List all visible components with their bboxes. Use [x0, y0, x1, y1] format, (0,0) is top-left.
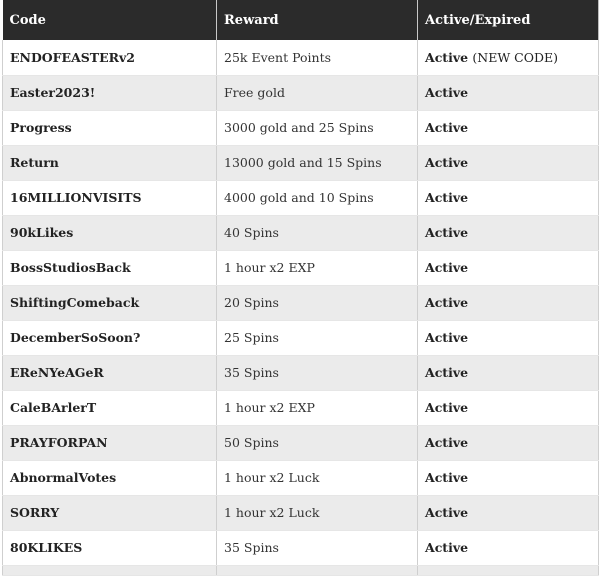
code-cell: AbnormalVotes: [3, 460, 217, 495]
status-cell: Active: [418, 285, 599, 320]
table-row: [3, 530, 599, 565]
table-row: [3, 145, 599, 180]
code-cell: Easter2023!: [3, 75, 217, 110]
reward-cell: 50 Spins: [217, 425, 418, 460]
code-cell: 90kLikes: [3, 215, 217, 250]
status-column-header: Active/Expired: [418, 0, 599, 40]
code-column-header: Code: [3, 0, 217, 40]
reward-cell: 25k Event Points: [217, 40, 418, 75]
codes-table: [2, 0, 599, 576]
status-cell: Active: [418, 530, 599, 565]
code-cell: 80KLIKES: [3, 530, 217, 565]
reward-cell: 1 hour x2 Luck: [217, 460, 418, 495]
reward-cell: 1 hour x2 EXP: [217, 250, 418, 285]
code-cell: Progress: [3, 110, 217, 145]
code-cell: ShiftingComeback: [3, 285, 217, 320]
code-cell: Return: [3, 145, 217, 180]
reward-column-header: Reward: [217, 0, 418, 40]
reward-cell: Free gold: [217, 75, 418, 110]
table-row: [3, 75, 599, 110]
table-row: [3, 390, 599, 425]
status-cell: Active: [418, 460, 599, 495]
code-cell: PRAYFORPAN: [3, 425, 217, 460]
status-text: Active: [425, 49, 469, 65]
code-cell: ENDOFEASTERv2: [3, 40, 217, 75]
empty-cell: [217, 565, 418, 575]
code-cell: 16MILLIONVISITS: [3, 180, 217, 215]
status-cell: Active: [418, 355, 599, 390]
code-cell: CaleBArlerT: [3, 390, 217, 425]
status-cell: Active: [418, 75, 599, 110]
code-cell: DecemberSoSoon?: [3, 320, 217, 355]
reward-cell: 35 Spins: [217, 355, 418, 390]
code-cell: BossStudiosBack: [3, 250, 217, 285]
table-row: [3, 425, 599, 460]
table-row: [3, 110, 599, 145]
status-cell: Active: [418, 425, 599, 460]
empty-cell: [418, 565, 599, 575]
reward-cell: 1 hour x2 EXP: [217, 390, 418, 425]
table-row: [3, 180, 599, 215]
reward-cell: 40 Spins: [217, 215, 418, 250]
reward-cell: 3000 gold and 25 Spins: [217, 110, 418, 145]
table-row: [3, 285, 599, 320]
reward-cell: 25 Spins: [217, 320, 418, 355]
table-row-cutoff: [3, 565, 599, 575]
table-row: [3, 320, 599, 355]
status-cell: Active: [418, 215, 599, 250]
table-row: [3, 495, 599, 530]
reward-cell: 35 Spins: [217, 530, 418, 565]
header-row: [3, 0, 599, 40]
table-row: [3, 355, 599, 390]
table-row: [3, 460, 599, 495]
table-row: [3, 40, 599, 75]
code-cell: EReNYeAGeR: [3, 355, 217, 390]
status-cell: Active: [418, 180, 599, 215]
status-cell: Active: [418, 495, 599, 530]
reward-cell: 20 Spins: [217, 285, 418, 320]
status-cell: Active: [418, 110, 599, 145]
status-cell: Active: [418, 320, 599, 355]
reward-cell: 1 hour x2 Luck: [217, 495, 418, 530]
code-cell: SORRY: [3, 495, 217, 530]
status-cell: [418, 40, 599, 75]
table-row: [3, 250, 599, 285]
empty-cell: [3, 565, 217, 575]
status-cell: Active: [418, 145, 599, 180]
status-cell: Active: [418, 250, 599, 285]
table-row: [3, 215, 599, 250]
new-code-note: (NEW CODE): [472, 49, 559, 65]
status-cell: Active: [418, 390, 599, 425]
reward-cell: 4000 gold and 10 Spins: [217, 180, 418, 215]
reward-cell: 13000 gold and 15 Spins: [217, 145, 418, 180]
